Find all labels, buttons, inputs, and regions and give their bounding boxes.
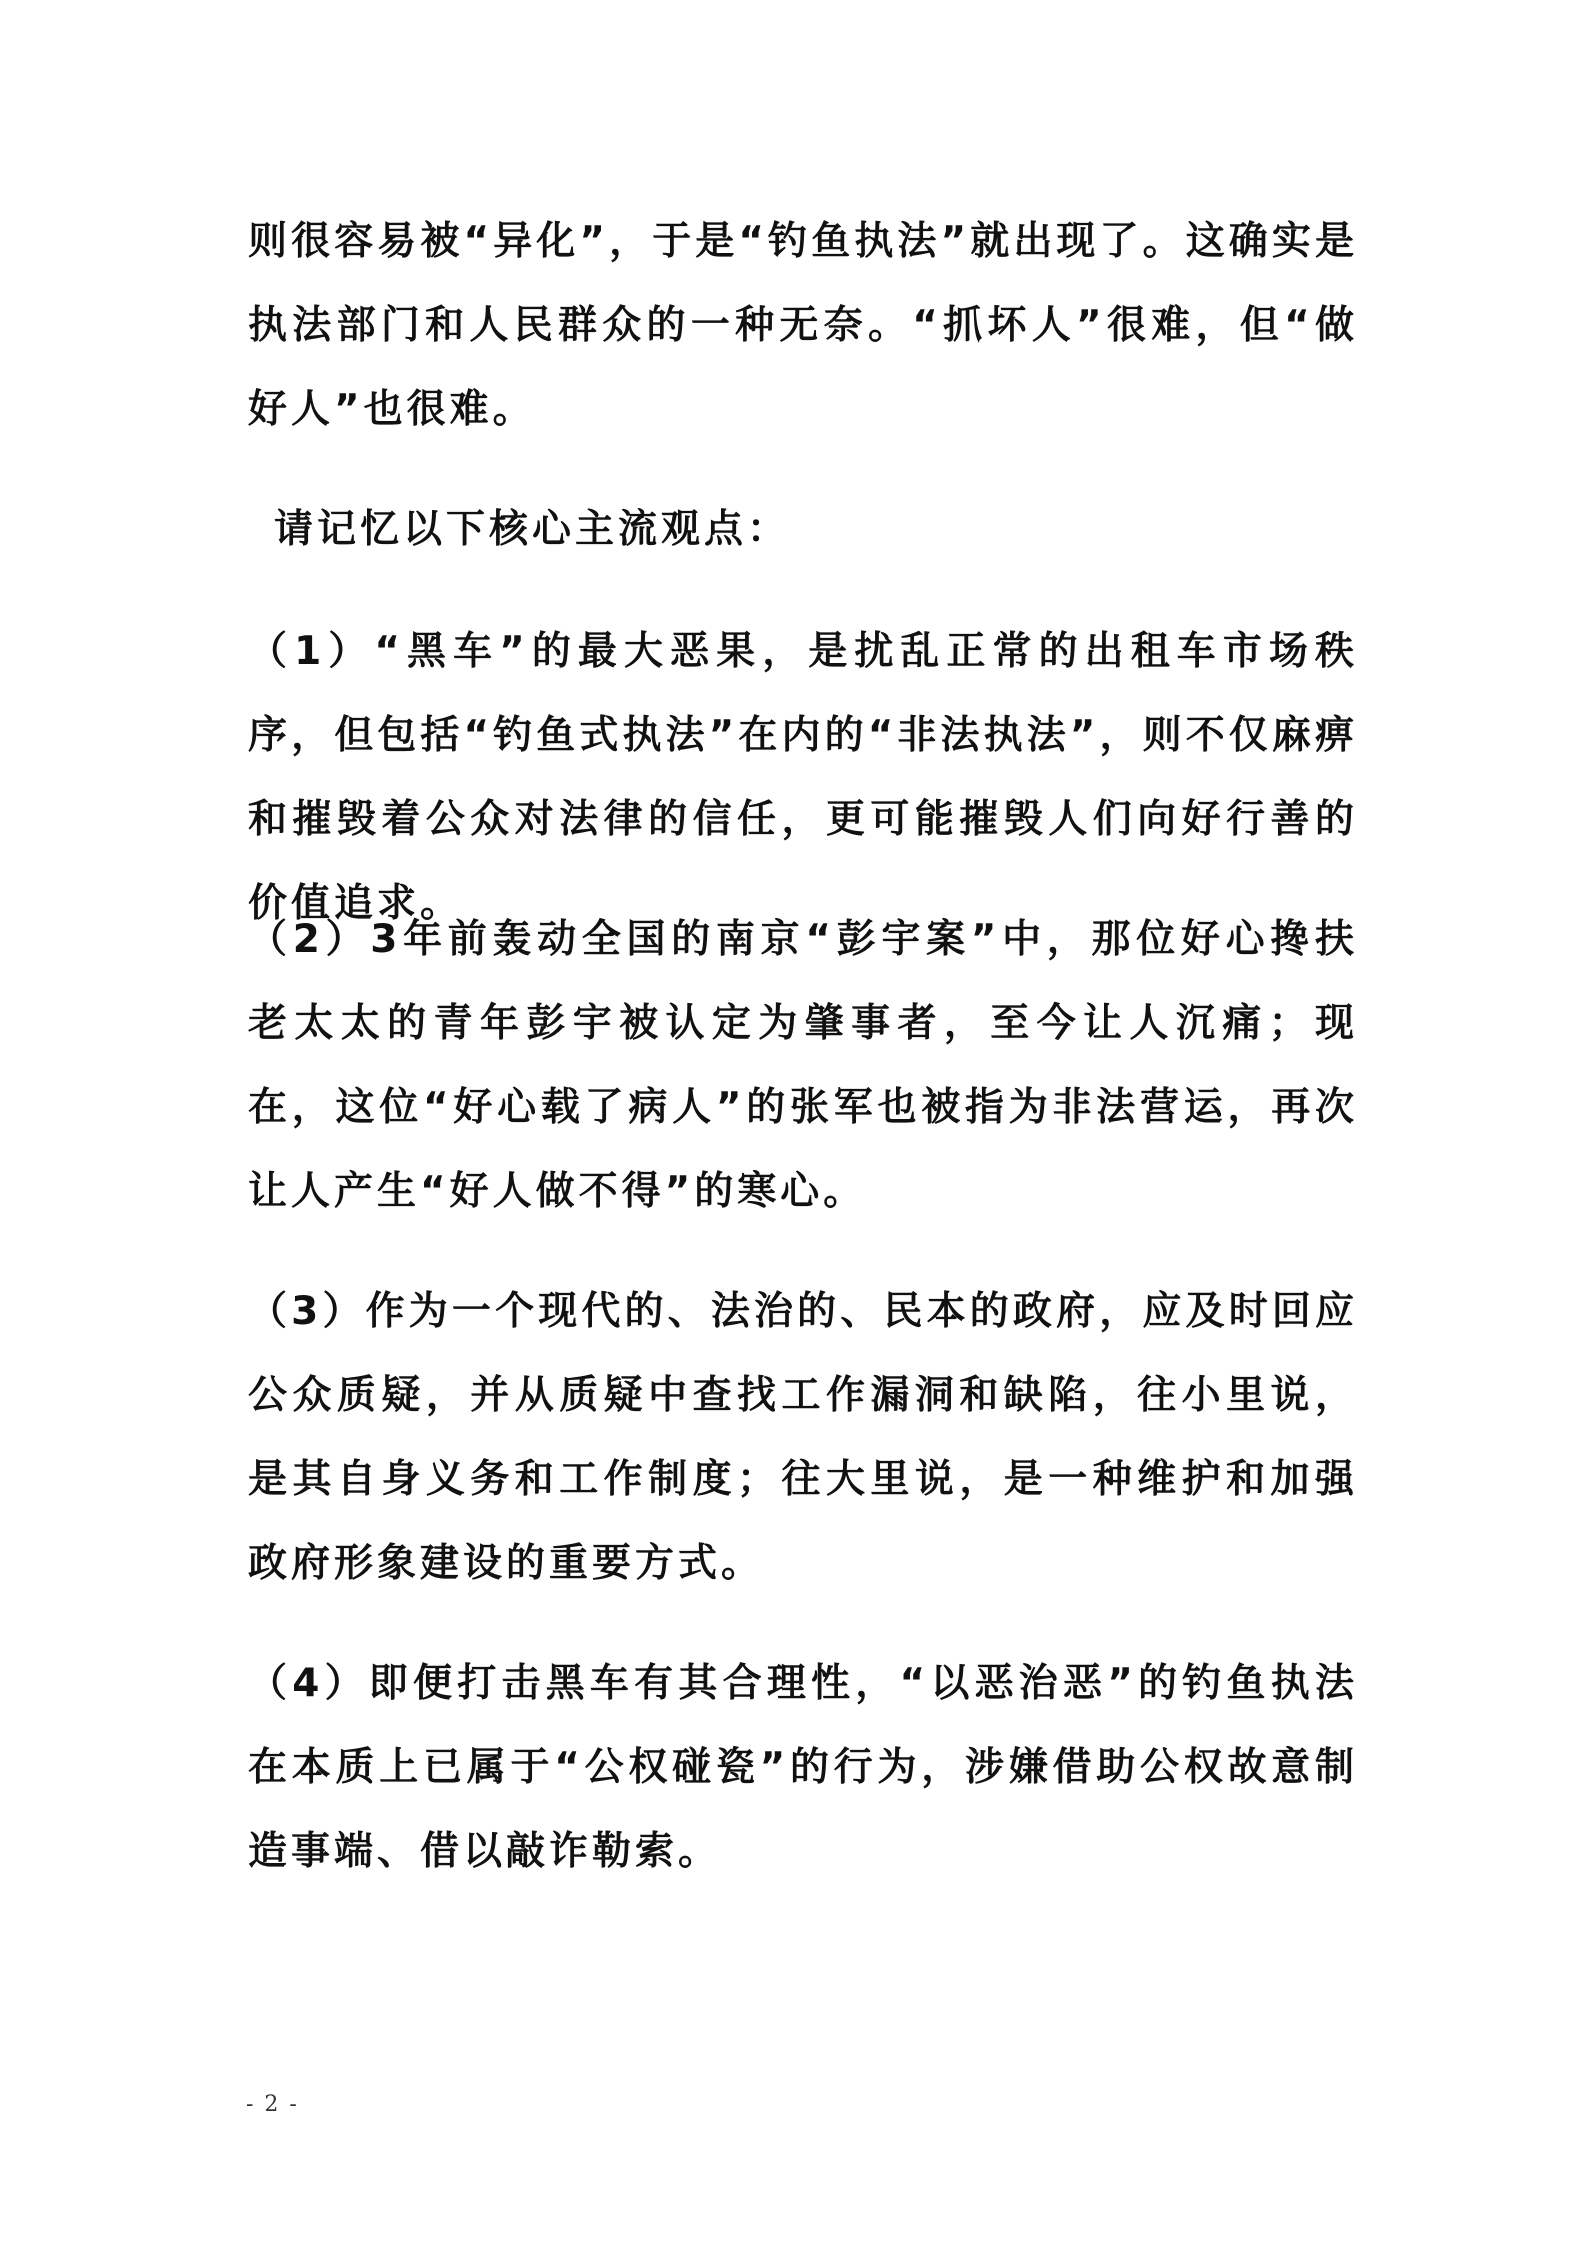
paragraph-intro: 则很容易被“异化”，于是“钓鱼执法”就出现了。这确实是执法部门和人民群众的一种无奈。“抓坏人”很难，但“做好人”也很难。	[248, 219, 1358, 432]
paragraph-point-4: （4）即便打击黑车有其合理性，“以恶治恶”的钓鱼执法在本质上已属于“公权碰瓷”的行为，涉嫌借助公权故意制造事端、借以敲诈勒索。	[248, 1661, 1358, 1874]
page-number: - 2 -	[246, 2092, 299, 2117]
paragraph-heading: 请记忆以下核心主流观点：	[274, 507, 791, 552]
paragraph-point-3: （3）作为一个现代的、法治的、民本的政府，应及时回应公众质疑，并从质疑中查找工作漏洞和缺陷，往小里说，是其自身义务和工作制度；往大里说，是一种维护和加强政府形象建设的重要方式。	[248, 1289, 1358, 1586]
paragraph-point-1: （1）“黑车”的最大恶果，是扰乱正常的出租车市场秩序，但包括“钓鱼式执法”在内的“非法执法”，则不仅麻痹和摧毁着公众对法律的信任，更可能摧毁人们向好行善的价值追求。	[248, 629, 1358, 926]
paragraph-point-2: （2）3年前轰动全国的南京“彭宇案”中，那位好心搀扶老太太的青年彭宇被认定为肇事者，至今让人沉痛；现在，这位“好心载了病人”的张军也被指为非法营运，再次让人产生“好人做不得”的寒心。	[248, 917, 1358, 1214]
